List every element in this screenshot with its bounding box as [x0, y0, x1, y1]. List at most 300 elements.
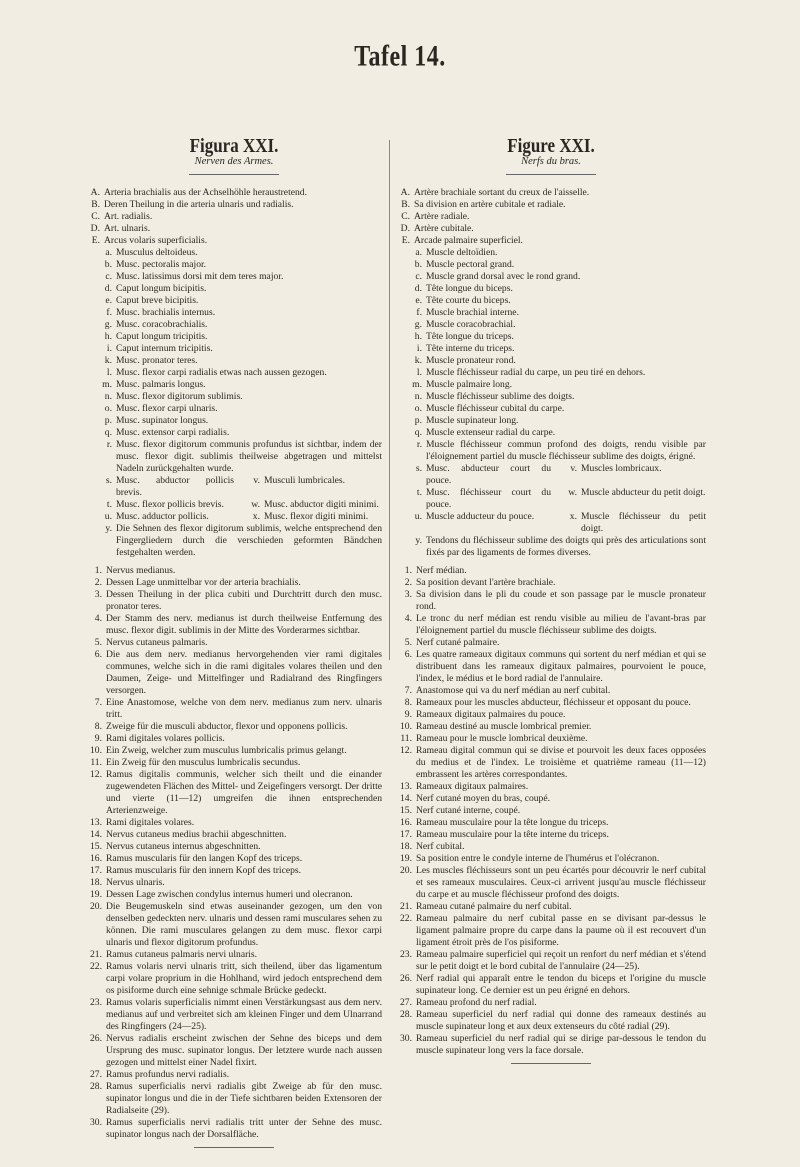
entry-label: 23.	[90, 997, 102, 1008]
entry-text: Sa division dans le pli du coude et son passage par le muscle pronateur rond.	[416, 589, 706, 612]
entry-text: Le tronc du nerf médian est rendu visible au milieu de l'avant-bras par l'éloignement partiel du muscle fléchisseur sublime des doigts.	[416, 613, 706, 636]
artery-item	[86, 199, 382, 211]
muscle-item	[396, 391, 706, 403]
muscle-item	[396, 283, 706, 295]
nerve-item	[396, 805, 706, 817]
entry-label: 21.	[90, 949, 102, 960]
entry-text: Nervus cutaneus palmaris.	[106, 637, 208, 648]
entry-label: b.	[104, 259, 112, 270]
nerve-item	[396, 697, 706, 709]
title-rule	[189, 174, 279, 175]
entry-label: i.	[106, 343, 112, 354]
muscle-item	[86, 391, 382, 403]
muscle-item	[86, 403, 382, 415]
entry-label: n.	[104, 391, 112, 402]
muscle-pair-row	[86, 499, 382, 511]
column-divider	[389, 140, 390, 660]
nerve-item	[396, 565, 706, 577]
nerve-item	[86, 637, 382, 649]
entry-label: 26.	[90, 1033, 102, 1044]
entry-text: Ramus cutaneus palmaris nervi ulnaris.	[106, 949, 258, 960]
muscle-item	[86, 379, 382, 391]
entry-label: g.	[414, 319, 422, 330]
nerve-item	[396, 841, 706, 853]
entry-text: Nerf cutané palmaire.	[416, 637, 500, 648]
entry-label: a.	[415, 247, 422, 258]
nerve-item	[396, 577, 706, 589]
entry-text: Muscle abducteur du petit doigt.	[581, 487, 706, 498]
entry-label: s.	[105, 475, 112, 486]
entry-text: Dessen Lage unmittelbar vor der arteria brachialis.	[106, 577, 301, 588]
nerve-item	[86, 1069, 382, 1081]
artery-item	[396, 187, 706, 199]
nerve-item	[86, 901, 382, 949]
muscle-item	[396, 307, 706, 319]
entry-text: Muscle extenseur radial du carpe.	[426, 427, 556, 438]
entry-label: k.	[414, 355, 422, 366]
entry-text: Nervus radialis erscheint zwischen der Sehne des biceps und dem Ursprung des musc. supinator longus. Der letztere wurde nach aussen gezogen und mittelst einer Nadel fixirt.	[106, 1033, 382, 1068]
entry-label: u.	[104, 511, 112, 522]
entry-text: Sa division en artère cubitale et radiale.	[414, 199, 566, 210]
entry-text: Rameau cutané palmaire du nerf cubital.	[416, 901, 572, 912]
entry-text: Dessen Theilung in der plica cubiti und Durchtritt durch den musc. pronator teres.	[106, 589, 382, 612]
entry-label: 16.	[400, 817, 412, 828]
muscle-item	[396, 319, 706, 331]
entry-text: Nervus cutaneus internus abgeschnitten.	[106, 841, 261, 852]
entry-text: Die Beugemuskeln sind etwas auseinander gezogen, um den von denselben gedeckten nerv. ulnaris und dessen rami musculares sehen zu können. Die rami musculares gelangen zu dem musc. flexor carpi ulnaris und flexor digitorum profundus.	[106, 901, 382, 948]
artery-item	[86, 187, 382, 199]
entry-label: 11.	[90, 757, 102, 768]
entry-label: 5.	[404, 637, 412, 648]
title-rule	[506, 174, 596, 175]
entry-text: Die Sehnen des flexor digitorum sublimis, welche entsprechend den Fingergliedern durch die verschieden geformten Bändchen festgehalten werden.	[116, 523, 382, 558]
muscle-item	[396, 487, 551, 511]
entry-label: b.	[414, 259, 422, 270]
entry-text: Muscle pectoral grand.	[426, 259, 515, 270]
entry-text: Musc. flexor digiti minimi.	[264, 511, 369, 522]
nerve-item	[86, 961, 382, 997]
entry-label: 14.	[400, 793, 412, 804]
muscle-item	[396, 343, 706, 355]
muscle-item	[86, 427, 382, 439]
entry-text: Zweige für die musculi abductor, flexor und opponens pollicis.	[106, 721, 348, 732]
entry-text: Musc. brachialis internus.	[116, 307, 216, 318]
entry-text: Muscle fléchisseur du petit doigt.	[581, 511, 706, 534]
entry-label: y.	[415, 535, 422, 546]
nerve-item	[86, 817, 382, 829]
entry-label: 15.	[400, 805, 412, 816]
entry-label: 28.	[90, 1081, 102, 1092]
entry-label: n.	[414, 391, 422, 402]
entry-text: Art. ulnaris.	[104, 223, 151, 234]
nerve-item	[396, 817, 706, 829]
entry-label: p.	[414, 415, 422, 426]
nerve-item	[86, 889, 382, 901]
entry-text: Musc. latissimus dorsi mit dem teres major.	[116, 271, 284, 282]
nerve-item	[86, 757, 382, 769]
entry-text: Musc. flexor digitorum communis profundus ist sichtbar, indem der musc. flexor digit. sublimis theilweise abgetragen und mittelst Nadeln zurückgehalten wurde.	[116, 439, 382, 474]
nerve-item	[396, 613, 706, 637]
entry-label: 14.	[90, 829, 102, 840]
muscle-item	[396, 331, 706, 343]
entry-text: Muscle fléchisseur commun profond des doigts, rendu visible par l'éloignement partiel du muscle fléchisseur sublime des doigts, érigné.	[426, 439, 706, 462]
muscle-item	[396, 439, 706, 463]
entry-text: Die aus dem nerv. medianus hervorgehenden vier rami digitales communes, welche sich in die rami digitales volares theilen und den Daumen, Zeige- und Mittelfinger und Radialrand des Ringfingers versorgen.	[106, 649, 382, 696]
entry-label: d.	[414, 283, 422, 294]
entry-label: C.	[91, 211, 100, 222]
entry-label: c.	[415, 271, 422, 282]
entry-text: Rameau musculaire pour la tête longue du triceps.	[416, 817, 609, 828]
muscle-item	[234, 511, 382, 523]
entry-text: Ramus muscularis für den langen Kopf des triceps.	[106, 853, 303, 864]
artery-item	[86, 223, 382, 235]
german-entries	[86, 187, 382, 1141]
nerve-item	[396, 589, 706, 613]
nerve-item	[396, 853, 706, 865]
entry-label: 7.	[94, 697, 102, 708]
entry-label: 20.	[90, 901, 102, 912]
muscle-item	[396, 427, 706, 439]
entry-label: 27.	[90, 1069, 102, 1080]
entry-label: u.	[414, 511, 422, 522]
entry-label: 1.	[94, 565, 102, 576]
entry-text: Dessen Lage zwischen condylus internus humeri und olecranon.	[106, 889, 353, 900]
end-rule	[194, 1147, 274, 1148]
entry-label: 10.	[90, 745, 102, 756]
muscle-item	[396, 379, 706, 391]
entry-label: 5.	[94, 637, 102, 648]
entry-label: l.	[106, 367, 112, 378]
entry-text: Tête longue du biceps.	[426, 283, 513, 294]
entry-label: 16.	[90, 853, 102, 864]
entry-label: 20.	[400, 865, 412, 876]
entry-label: 19.	[90, 889, 102, 900]
entry-text: Muscle fléchisseur sublime des doigts.	[426, 391, 575, 402]
muscle-item	[86, 271, 382, 283]
entry-text: Rameau palmaire superficiel qui reçoit un renfort du nerf médian et s'étend sur le petit doigt et le bord cubital de l'annulaire (24—25).	[416, 949, 706, 972]
nerve-item	[86, 613, 382, 637]
page-title: Tafel 14.	[354, 40, 446, 74]
entry-text: Ramus volaris superficialis nimmt einen Verstärkungsast aus dem nerv. medianus auf und verbreitet sich am kleinen Finger und dem Ulnarrand des Ringfingers (24—25).	[106, 997, 382, 1032]
entry-text: Musc. abductor pollicis brevis.	[116, 475, 234, 498]
nerve-item	[396, 997, 706, 1009]
nerve-item	[86, 577, 382, 589]
german-figure-title: Figura XXI.	[189, 134, 279, 157]
entry-label: 10.	[400, 721, 412, 732]
entry-label: 4.	[404, 613, 412, 624]
entry-label: B.	[91, 199, 100, 210]
nerve-item	[396, 637, 706, 649]
entry-text: Rameaux digitaux palmaires.	[416, 781, 529, 792]
entry-text: Muscles lombricaux.	[581, 463, 662, 474]
entry-label: d.	[104, 283, 112, 294]
muscle-item	[86, 439, 382, 475]
entry-label: x.	[252, 511, 260, 522]
entry-label: 11.	[400, 733, 412, 744]
muscle-item	[396, 367, 706, 379]
entry-text: Der Stamm des nerv. medianus ist durch theilweise Entfernung des musc. flexor digit. sublimis in der Mitte des Vorderarmes sichtbar.	[106, 613, 382, 636]
entry-text: Muscle adducteur du pouce.	[426, 511, 535, 522]
entry-text: Ramus superficialis nervi radialis tritt unter der Sehne des musc. supinator longus nach der Dorsalfläche.	[106, 1117, 382, 1140]
entry-text: Rameau profond du nerf radial.	[416, 997, 537, 1008]
entry-label: 15.	[90, 841, 102, 852]
entry-text: Nervus ulnaris.	[106, 877, 165, 888]
entry-text: Tête interne du triceps.	[426, 343, 515, 354]
entry-text: Nervus medianus.	[106, 565, 176, 576]
tendon-item	[396, 535, 706, 559]
entry-text: Ramus profundus nervi radialis.	[106, 1069, 230, 1080]
entry-text: Nerf cubital.	[416, 841, 465, 852]
entry-text: Tête courte du biceps.	[426, 295, 511, 306]
entry-text: Artère brachiale sortant du creux de l'aisselle.	[414, 187, 590, 198]
entry-label: 18.	[90, 877, 102, 888]
entry-text: Rameaux digitaux palmaires du pouce.	[416, 709, 566, 720]
entry-label: f.	[416, 307, 422, 318]
entry-label: D.	[400, 223, 410, 234]
entry-label: w.	[251, 499, 260, 510]
artery-item	[396, 235, 706, 247]
nerve-item	[86, 829, 382, 841]
entry-label: 17.	[90, 865, 102, 876]
tendon-item	[86, 523, 382, 559]
nerve-item	[396, 901, 706, 913]
entry-label: A.	[400, 187, 410, 198]
entry-label: D.	[90, 223, 100, 234]
entry-text: Musc. abductor digiti minimi.	[264, 499, 379, 510]
entry-label: 8.	[404, 697, 412, 708]
nerve-item	[86, 649, 382, 697]
nerve-item	[396, 685, 706, 697]
entry-label: e.	[105, 295, 112, 306]
entry-text: Musc. palmaris longus.	[116, 379, 206, 390]
entry-text: Caput longum bicipitis.	[116, 283, 207, 294]
entry-text: Caput breve bicipitis.	[116, 295, 199, 306]
nerve-item	[396, 745, 706, 781]
nerve-item	[86, 721, 382, 733]
entry-label: t.	[106, 499, 112, 510]
nerve-item	[86, 853, 382, 865]
muscle-item	[396, 355, 706, 367]
entry-label: o.	[104, 403, 112, 414]
entry-label: r.	[416, 439, 422, 450]
entry-text: Nervus cutaneus medius brachii abgeschnitten.	[106, 829, 287, 840]
muscle-item	[86, 331, 382, 343]
entry-label: 27.	[400, 997, 412, 1008]
muscle-item	[234, 475, 382, 499]
muscle-item	[86, 295, 382, 307]
muscle-item	[551, 463, 706, 487]
entry-text: Ramus volaris nervi ulnaris tritt, sich theilend, über das ligamentum carpi volare proprium in die Hohlhand, wird jedoch entsprechend dem os pisiforme durch eine sehnige schmale Brücke gedeckt.	[106, 961, 382, 996]
entry-label: 22.	[90, 961, 102, 972]
entry-text: Muscle palmaire long.	[426, 379, 513, 390]
entry-text: Muscle coracobrachial.	[426, 319, 516, 330]
entry-label: a.	[105, 247, 112, 258]
entry-label: 9.	[404, 709, 412, 720]
entry-text: Rameau superficiel du nerf radial qui se dirige par-dessous le tendon du muscle supinateur long vers la face dorsale.	[416, 1033, 706, 1056]
entry-label: v.	[570, 463, 577, 474]
entry-text: Muscle fléchisseur cubital du carpe.	[426, 403, 565, 414]
muscle-item	[86, 511, 234, 523]
entry-text: Ramus muscularis für den innern Kopf des triceps.	[106, 865, 302, 876]
entry-text: Sa position devant l'artère brachiale.	[416, 577, 556, 588]
entry-label: l.	[416, 367, 422, 378]
entry-text: Rameaux pour les muscles abducteur, fléchisseur et opposant du pouce.	[416, 697, 691, 708]
artery-item	[396, 199, 706, 211]
entry-label: m.	[102, 379, 112, 390]
muscle-item	[396, 259, 706, 271]
muscle-item	[86, 283, 382, 295]
muscle-pair-row	[86, 511, 382, 523]
muscle-item	[86, 247, 382, 259]
entry-text: Musc. adductor pollicis.	[116, 511, 209, 522]
entry-label: 7.	[404, 685, 412, 696]
muscle-pair-row	[396, 487, 706, 511]
nerve-item	[396, 973, 706, 997]
entry-label: 28.	[400, 1009, 412, 1020]
entry-label: 17.	[400, 829, 412, 840]
nerve-item	[86, 769, 382, 817]
entry-label: 23.	[400, 949, 412, 960]
artery-item	[86, 211, 382, 223]
entry-label: t.	[416, 487, 422, 498]
nerve-item	[396, 781, 706, 793]
entry-text: Artère radiale.	[414, 211, 470, 222]
artery-item	[86, 235, 382, 247]
entry-label: e.	[415, 295, 422, 306]
entry-text: Rameau digital commun qui se divise et pourvoit les deux faces opposées du medius et de l'index. Le troisième et quatrième rameau (11—12) embrassent les artères correspondantes.	[416, 745, 706, 780]
entry-text: Arteria brachialis aus der Achselhöhle heraustretend.	[104, 187, 307, 198]
german-subtitle: Nerven des Armes.	[194, 156, 274, 167]
entry-label: i.	[416, 343, 422, 354]
entry-text: Musc. flexor digitorum sublimis.	[116, 391, 243, 402]
nerve-item	[396, 721, 706, 733]
entry-text: Rami digitales volares pollicis.	[106, 733, 225, 744]
nerve-item	[86, 997, 382, 1033]
nerve-item	[86, 1117, 382, 1141]
entry-text: Artère cubitale.	[414, 223, 474, 234]
muscle-item	[396, 463, 551, 487]
muscle-item	[86, 307, 382, 319]
entry-label: v.	[253, 475, 260, 486]
nerve-item	[396, 793, 706, 805]
muscle-item	[396, 415, 706, 427]
entry-label: 13.	[90, 817, 102, 828]
entry-label: 3.	[94, 589, 102, 600]
entry-text: Rami digitales volares.	[106, 817, 195, 828]
entry-label: 13.	[400, 781, 412, 792]
entry-label: q.	[104, 427, 112, 438]
muscle-item	[234, 499, 382, 511]
muscle-item	[86, 499, 234, 511]
entry-label: B.	[401, 199, 410, 210]
muscle-item	[86, 367, 382, 379]
entry-text: Arcus volaris superficialis.	[104, 235, 208, 246]
entry-text: Eine Anastomose, welche von dem nerv. medianus zum nerv. ulnaris tritt.	[106, 697, 382, 720]
nerve-item	[396, 1009, 706, 1033]
muscle-item	[551, 487, 706, 511]
entry-text: Musc. flexor pollicis brevis.	[116, 499, 224, 510]
entry-text: Nerf médian.	[416, 565, 467, 576]
entry-label: k.	[104, 355, 112, 366]
muscle-item	[86, 319, 382, 331]
nerve-item	[86, 745, 382, 757]
entry-text: Arcade palmaire superficiel.	[414, 235, 523, 246]
nerve-item	[86, 841, 382, 853]
muscle-item	[396, 511, 551, 535]
entry-label: s.	[415, 463, 422, 474]
muscle-item	[86, 415, 382, 427]
entry-text: Art. radialis.	[104, 211, 153, 222]
entry-label: 9.	[94, 733, 102, 744]
muscle-item	[86, 259, 382, 271]
entry-text: Les muscles fléchisseurs sont un peu écartés pour découvrir le nerf cubital et ses rameaux musculaires. Ceux-ci arrivent jusqu'au muscle fléchisseur du carpe et au muscle fléchisseur profond des doigts.	[416, 865, 706, 900]
entry-label: A.	[90, 187, 100, 198]
entry-text: Musc. abducteur court du pouce.	[426, 463, 551, 486]
entry-label: 2.	[404, 577, 412, 588]
entry-text: Nerf cutané interne, coupé.	[416, 805, 521, 816]
entry-label: 6.	[404, 649, 412, 660]
muscle-item	[396, 295, 706, 307]
nerve-item	[396, 829, 706, 841]
nerve-item	[86, 733, 382, 745]
nerve-item	[86, 1081, 382, 1117]
entry-text: Musc. coracobrachialis.	[116, 319, 208, 330]
entry-text: Musc. fléchisseur court du pouce.	[426, 487, 551, 510]
muscle-item	[551, 511, 706, 535]
entry-label: x.	[569, 511, 577, 522]
entry-text: Musc. flexor carpi radialis etwas nach aussen gezogen.	[116, 367, 327, 378]
muscle-item	[86, 475, 234, 499]
entry-text: Rameau destiné au muscle lombrical premier.	[416, 721, 592, 732]
entry-label: g.	[104, 319, 112, 330]
entry-text: Tête longue du triceps.	[426, 331, 514, 342]
nerve-item	[396, 865, 706, 901]
entry-text: Tendons du fléchisseur sublime des doigts qui près des articulations sont fixés par des ligaments de formes diverses.	[426, 535, 706, 558]
entry-label: 3.	[404, 589, 412, 600]
muscle-item	[396, 403, 706, 415]
artery-item	[396, 211, 706, 223]
end-rule	[511, 1063, 591, 1064]
entry-label: 8.	[94, 721, 102, 732]
entry-label: 6.	[94, 649, 102, 660]
nerve-item	[396, 649, 706, 685]
entry-label: 2.	[94, 577, 102, 588]
entry-label: C.	[401, 211, 410, 222]
french-subtitle: Nerfs du bras.	[521, 156, 581, 167]
german-column	[86, 134, 382, 1148]
entry-label: 19.	[400, 853, 412, 864]
entry-text: Les quatre rameaux digitaux communs qui sortent du nerf médian et qui se distribuent dans les rameaux digitaux palmaires, pourvoient le pouce, l'index, le médius et le bord radial de l'annulaire.	[416, 649, 706, 684]
entry-text: Muscle deltoïdien.	[426, 247, 498, 258]
nerve-item	[86, 697, 382, 721]
entry-text: Nerf radial qui apparaît entre le tendon du biceps et l'origine du muscle supinateur long. Ce dernier est un peu érigné en dehors.	[416, 973, 706, 996]
entry-text: Ein Zweig, welcher zum musculus lumbricalis primus gelangt.	[106, 745, 347, 756]
entry-label: E.	[91, 235, 100, 246]
entry-text: Musc. pronator teres.	[116, 355, 198, 366]
entry-label: 18.	[400, 841, 412, 852]
muscle-item	[86, 343, 382, 355]
nerve-item	[86, 949, 382, 961]
nerve-item	[86, 589, 382, 613]
entry-label: p.	[104, 415, 112, 426]
entry-text: Ramus superficialis nervi radialis gibt Zweige ab für den musc. supinator longus und die in der Tiefe sichtbaren beiden Extensoren der Radialseite (29).	[106, 1081, 382, 1116]
entry-text: Musculi lumbricales.	[264, 475, 345, 486]
entry-text: Rameau superficiel du nerf radial qui donne des rameaux destinés au muscle supinateur long et aux deux extenseurs du côté radial (29).	[416, 1009, 706, 1032]
entry-text: Musc. supinator longus.	[116, 415, 209, 426]
entry-text: Muscle supinateur long.	[426, 415, 519, 426]
entry-text: Ein Zweig für den musculus lumbricalis secundus.	[106, 757, 301, 768]
entry-label: 4.	[94, 613, 102, 624]
